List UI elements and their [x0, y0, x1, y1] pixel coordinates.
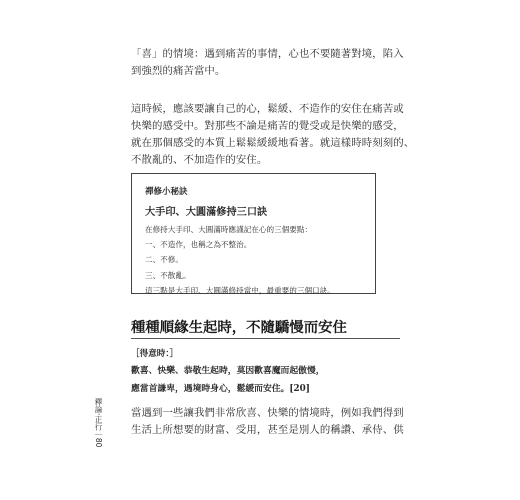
- text-line: 不散亂的、不加造作的安住。: [131, 154, 268, 166]
- text-line: 就在那個感受的本質上鬆鬆緩緩地看著。就這樣時時刻刻的、: [131, 137, 415, 149]
- running-head-page-number: 釋論‧正行｜80: [94, 398, 103, 448]
- paragraph-rest-in-feeling: [131, 101, 415, 169]
- tip-box-line: 三、不散亂。: [145, 270, 191, 280]
- text-line: 快樂的感受中。對那些不論是痛苦的覺受或是快樂的感受，: [131, 120, 404, 132]
- tip-box-line: 二、不修。: [145, 255, 183, 265]
- tip-box-title: 禪修小秘訣: [145, 187, 188, 197]
- tip-box-line: 一、不造作，也稱之為不整治。: [145, 240, 252, 250]
- text-line: 「喜」的情境：遇到痛苦的事情，心也不要隨著對境，陷入: [131, 48, 404, 60]
- section-divider: [131, 338, 400, 339]
- tip-box-line: 在修持大手印、大圓滿時應謹記在心的三個要點：: [145, 225, 313, 234]
- text-line: 這時候，應該要讓自己的心，鬆緩、不造作的安住在痛苦或: [131, 103, 404, 115]
- text-line: 生活上所想要的財富、受用，甚至是別人的稱讚、承侍、供: [131, 424, 404, 436]
- paragraph-joy-context: [131, 46, 404, 80]
- text-line: 到強烈的痛苦當中。: [131, 65, 226, 77]
- section-title: 種種順緣生起時，不隨驕慢而安住: [131, 320, 347, 336]
- key-label: ［得意時：］: [131, 349, 179, 359]
- verse-line: 歡喜、快樂、恭敬生起時，莫因歡喜魔而起傲慢，: [131, 366, 325, 376]
- paragraph-joyful-situations: [131, 405, 404, 439]
- text-line: 當遇到一些讓我們非常欣喜、快樂的情境時，例如我們得到: [131, 407, 404, 419]
- verse-line: 應當首謙卑，遇境時身心，鬆緩而安住。[20]: [131, 384, 310, 394]
- tip-box-heading: 大手印、大圓滿修持三口訣: [145, 206, 268, 218]
- tip-box-line: 這三點是大手印、大圓滿修持當中，最重要的三個口訣。: [145, 285, 335, 295]
- meditation-tip-box: [131, 173, 376, 294]
